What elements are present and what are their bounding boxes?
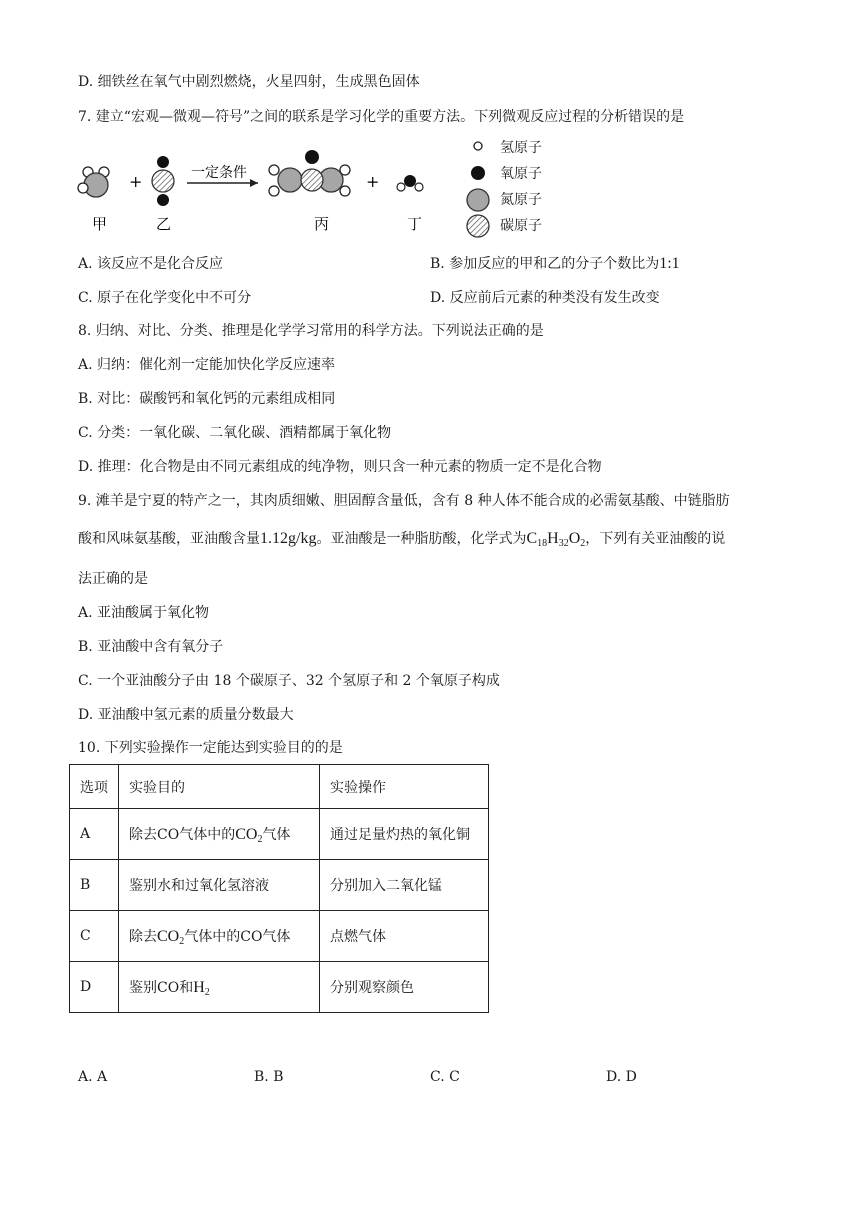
q7-option-c: C. 原子在化学变化中不可分 bbox=[78, 290, 252, 306]
formula-o: O bbox=[568, 530, 581, 547]
row-a-chem-sub: 2 bbox=[257, 833, 263, 845]
formula-o-sub: 2 bbox=[580, 538, 586, 549]
row-b-purpose: 鉴别水和过氧化氢溶液 bbox=[119, 860, 320, 911]
row-c-chem bbox=[157, 928, 184, 945]
q9-line2-text-c: ，下列有关亚油酸的说 bbox=[585, 531, 726, 547]
formula-h-sub: 32 bbox=[558, 538, 569, 549]
row-c-option: C bbox=[70, 911, 119, 962]
formula-c: C bbox=[526, 530, 538, 547]
q7-option-b bbox=[430, 254, 680, 274]
row-c-purpose-tail: 气体中的CO气体 bbox=[184, 928, 291, 945]
label-bing: 丙 bbox=[314, 215, 330, 233]
label-yi: 乙 bbox=[156, 215, 172, 233]
hydrogen-atom-icon bbox=[462, 135, 496, 161]
row-a-option: A bbox=[70, 809, 119, 860]
row-d-purpose-text: 鉴别CO和 bbox=[129, 979, 194, 996]
carbon-atom-icon bbox=[462, 213, 496, 239]
nitrogen-atom-icon bbox=[462, 187, 496, 213]
molecule-bing bbox=[269, 150, 350, 196]
q8-option-a: A. 归纳：催化剂一定能加快化学反应速率 bbox=[78, 357, 336, 373]
row-b-operation: 分别加入二氧化锰 bbox=[320, 860, 489, 911]
row-b-option: B bbox=[70, 860, 119, 911]
arrow-head bbox=[250, 179, 258, 187]
table-row bbox=[70, 860, 489, 911]
plus-sign-1: + bbox=[129, 172, 143, 191]
q8-option-b: B. 对比：碳酸钙和氧化钙的元素组成相同 bbox=[78, 391, 336, 407]
q7-option-b-ratio: 1:1 bbox=[659, 255, 680, 272]
row-a-purpose-tail: 气体 bbox=[262, 826, 291, 843]
q9-option-c: C. 一个亚油酸分子由 18 个碳原子、32 个氢原子和 2 个氧原子构成 bbox=[78, 673, 500, 689]
label-jia: 甲 bbox=[92, 215, 108, 233]
molecule-yi bbox=[152, 156, 174, 206]
header-option: 选项 bbox=[70, 765, 119, 809]
row-d-chem-sub: 2 bbox=[204, 986, 210, 998]
q9-option-d: D. 亚油酸中氢元素的质量分数最大 bbox=[78, 707, 294, 723]
formula-h: H bbox=[547, 530, 559, 547]
q7-stem: 7. 建立“宏观—微观—符号”之间的联系是学习化学的重要方法。下列微观反应过程的分析错误的是 bbox=[78, 109, 685, 125]
legend-oxygen-label: 氧原子 bbox=[500, 166, 542, 182]
row-a-operation: 通过足量灼热的氧化铜 bbox=[320, 809, 489, 860]
label-ding: 丁 bbox=[407, 215, 423, 233]
q7-option-b-text: B. 参加反应的甲和乙的分子个数比为 bbox=[430, 256, 660, 272]
legend-hydrogen-label: 氢原子 bbox=[500, 140, 542, 156]
row-a-purpose-text: 除去CO气体中的 bbox=[129, 826, 236, 843]
row-d-operation: 分别观察颜色 bbox=[320, 962, 489, 1013]
plus-sign-2: + bbox=[366, 172, 380, 191]
q8-option-d: D. 推理：化合物是由不同元素组成的纯净物，则只含一种元素的物质一定不是化合物 bbox=[78, 459, 602, 475]
answer-option-a: A. A bbox=[78, 1069, 108, 1085]
q8-option-c: C. 分类：一氧化碳、二氧化碳、酒精都属于氧化物 bbox=[78, 425, 392, 441]
q9-formula bbox=[526, 530, 585, 547]
q9-amount: 1.12g/kg bbox=[260, 530, 317, 547]
q7-option-d: D. 反应前后元素的种类没有发生改变 bbox=[430, 290, 660, 306]
row-c-purpose bbox=[119, 911, 320, 962]
header-operation: 实验操作 bbox=[320, 765, 489, 809]
table-row bbox=[70, 911, 489, 962]
q9-option-b: B. 亚油酸中含有氧分子 bbox=[78, 639, 224, 655]
table-header-row bbox=[70, 765, 489, 809]
q9-stem-line2 bbox=[78, 529, 725, 554]
q9-line2-text-a: 酸和风味氨基酸，亚油酸含量 bbox=[78, 531, 260, 547]
row-c-chem-formula: CO bbox=[157, 927, 180, 945]
row-a-chem bbox=[235, 826, 262, 843]
legend-nitrogen-label: 氮原子 bbox=[500, 192, 542, 208]
q9-option-a: A. 亚油酸属于氧化物 bbox=[78, 605, 210, 621]
row-d-option: D bbox=[70, 962, 119, 1013]
molecule-jia bbox=[78, 167, 109, 197]
row-c-purpose-text: 除去 bbox=[129, 928, 157, 945]
row-c-operation: 点燃气体 bbox=[320, 911, 489, 962]
experiment-table bbox=[69, 764, 489, 1013]
q9-line2-text-b: 。亚油酸是一种脂肪酸，化学式为 bbox=[316, 531, 527, 547]
answer-option-c: C. C bbox=[430, 1069, 460, 1085]
q8-stem: 8. 归纳、对比、分类、推理是化学学习常用的科学方法。下列说法正确的是 bbox=[78, 323, 544, 339]
answer-option-d: D. D bbox=[606, 1069, 637, 1085]
legend-carbon-label: 碳原子 bbox=[500, 218, 542, 234]
row-d-chem-formula: H bbox=[193, 978, 205, 996]
q9-stem-line1: 9. 滩羊是宁夏的特产之一，其肉质细嫩、胆固醇含量低，含有 8 种人体不能合成的必需氨基酸、中链脂肪 bbox=[78, 493, 730, 509]
oxygen-atom-icon bbox=[462, 161, 496, 187]
molecule-ding bbox=[397, 175, 423, 191]
row-a-purpose bbox=[119, 809, 320, 860]
formula-c-sub: 18 bbox=[537, 538, 548, 549]
row-d-chem bbox=[193, 979, 210, 996]
q6-option-d: D. 细铁丝在氧气中剧烈燃烧，火星四射，生成黑色固体 bbox=[78, 74, 420, 90]
answer-option-b: B. B bbox=[254, 1069, 284, 1085]
reaction-condition: 一定条件 bbox=[191, 165, 247, 181]
q10-stem: 10. 下列实验操作一定能达到实验目的的是 bbox=[78, 740, 343, 756]
row-c-chem-sub: 2 bbox=[179, 935, 185, 947]
row-a-chem-formula: CO bbox=[235, 825, 258, 843]
header-purpose: 实验目的 bbox=[119, 765, 320, 809]
q7-option-a: A. 该反应不是化合反应 bbox=[78, 256, 224, 272]
row-d-purpose bbox=[119, 962, 320, 1013]
table-row bbox=[70, 809, 489, 860]
q9-stem-line3: 法正确的是 bbox=[78, 571, 148, 587]
table-row bbox=[70, 962, 489, 1013]
